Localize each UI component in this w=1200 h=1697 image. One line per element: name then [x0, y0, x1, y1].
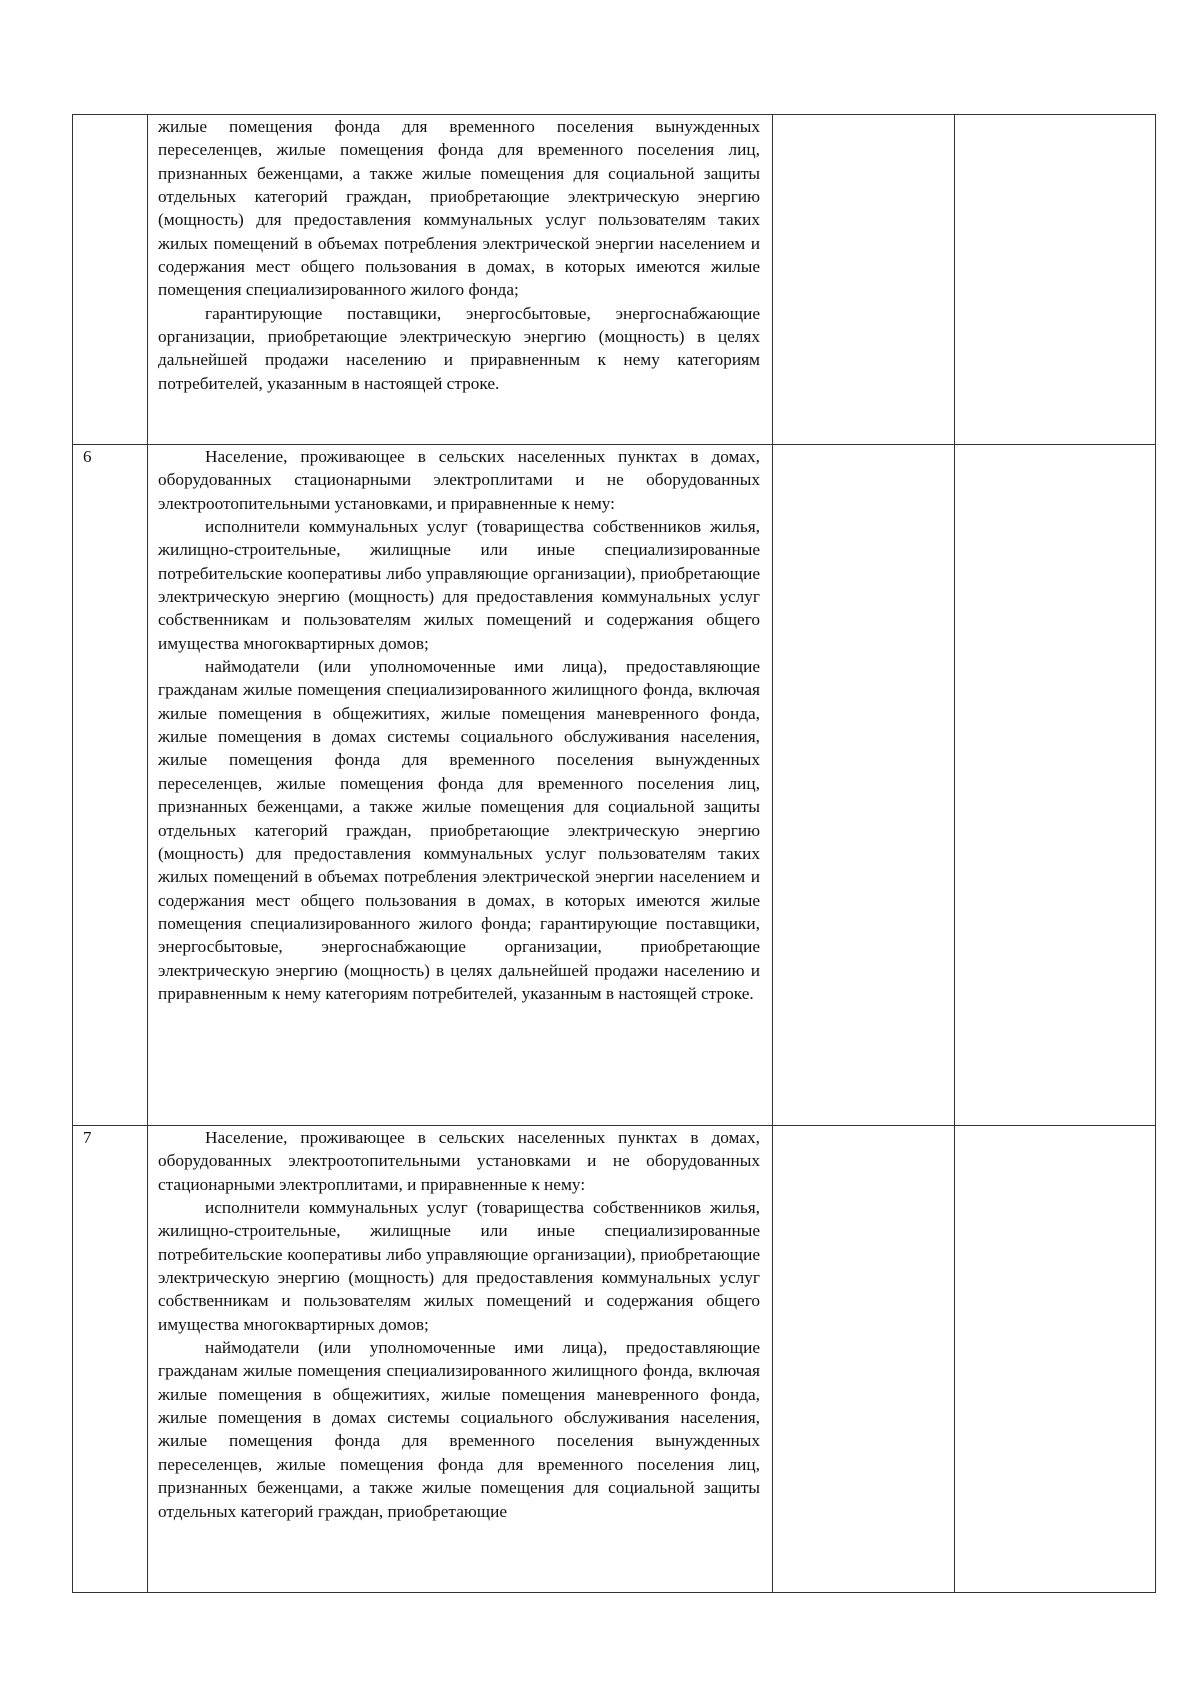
table-row [73, 445, 1156, 1126]
paragraph: жилые помещения фонда для временного поселения вынужденных переселенцев, жилые помещения фонда для временного поселения лиц, признанных беженцами, а также жилые помещения для социальной защиты отдельных категорий граждан, приобретающие электрическую энергию (мощность) для предоставления коммунальных услуг пользователям таких жилых помещений в объемах потребления электрической энергии населением и содержания мест общего пользования в домах, в которых имеются жилые помещения специализированного жилого фонда; [158, 117, 760, 300]
paragraph: Население, проживающее в сельских населенных пунктах в домах, оборудованных стационарными электроплитами и не оборудованных электроотопительными установками, и приравненные к нему: [158, 447, 760, 513]
consumer-category-cell [148, 1126, 773, 1593]
paragraph: наймодатели (или уполномоченные ими лица), предоставляющие гражданам жилые помещения специализированного жилищного фонда, включая жилые помещения в общежитиях, жилые помещения маневренного фонда, жилые помещения в домах системы социального обслуживания населения, жилые помещения фонда для временного поселения вынужденных переселенцев, жилые помещения фонда для временного поселения лиц, признанных беженцами, а также жилые помещения для социальной защиты отдельных категорий граждан, приобретающие электрическую энергию (мощность) для предоставления коммунальных услуг пользователям таких жилых помещений в объемах потребления электрической энергии населением и содержания мест общего пользования в домах, в которых имеются жилые помещения специализированного жилого фонда; гарантирующие поставщики, энергосбытовые, энергоснабжающие организации, приобретающие электрическую энергию (мощность) в целях дальнейшей продажи населению и приравненным к нему категориям потребителей, указанным в настоящей строке. [158, 657, 760, 1003]
row-number-cell: 7 [73, 1126, 148, 1593]
row-number-cell [73, 115, 148, 445]
paragraph: исполнители коммунальных услуг (товарищества собственников жилья, жилищно-строительные, жилищные или иные специализированные потребительские кооперативы либо управляющие организации), приобретающие электрическую энергию (мощность) для предоставления коммунальных услуг собственникам и пользователям жилых помещений и содержания общего имущества многоквартирных домов; [158, 1198, 760, 1334]
paragraph: гарантирующие поставщики, энергосбытовые, энергоснабжающие организации, приобретающие электрическую энергию (мощность) в целях дальнейшей продажи населению и приравненным к нему категориям потребителей, указанным в настоящей строке. [158, 303, 760, 393]
paragraph: наймодатели (или уполномоченные ими лица), предоставляющие гражданам жилые помещения специализированного жилищного фонда, включая жилые помещения в общежитиях, жилые помещения маневренного фонда, жилые помещения в домах системы социального обслуживания населения, жилые помещения фонда для временного поселения вынужденных переселенцев, жилые помещения фонда для временного поселения лиц, признанных беженцами, а также жилые помещения для социальной защиты отдельных категорий граждан, приобретающие [158, 1338, 760, 1521]
paragraph: исполнители коммунальных услуг (товарищества собственников жилья, жилищно-строительные, жилищные или иные специализированные потребительские кооперативы либо управляющие организации), приобретающие электрическую энергию (мощность) для предоставления коммунальных услуг собственникам и пользователям жилых помещений и содержания общего имущества многоквартирных домов; [158, 517, 760, 653]
paragraph: Население, проживающее в сельских населенных пунктах в домах, оборудованных электроотопительными установками и не оборудованных стационарными электроплитами, и приравненные к нему: [158, 1128, 760, 1194]
value-cell-1 [773, 115, 955, 445]
value-cell-2 [955, 115, 1156, 445]
table-row [73, 1126, 1156, 1593]
value-cell-2 [955, 1126, 1156, 1593]
consumer-category-cell [148, 115, 773, 445]
tariff-table [72, 114, 1156, 1593]
value-cell-2 [955, 445, 1156, 1126]
consumer-category-cell [148, 445, 773, 1126]
table-row [73, 115, 1156, 445]
row-number-cell: 6 [73, 445, 148, 1126]
value-cell-1 [773, 1126, 955, 1593]
value-cell-1 [773, 445, 955, 1126]
